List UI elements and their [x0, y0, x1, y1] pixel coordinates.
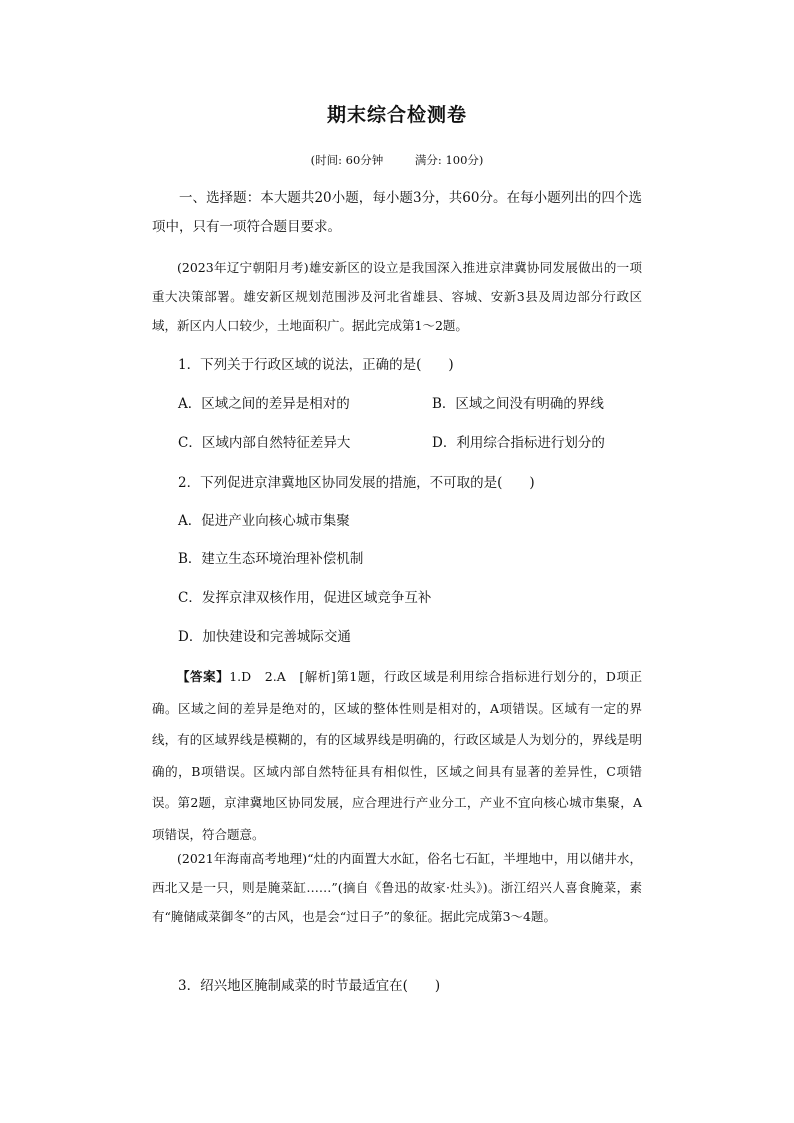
answer-body: [解析]第1题，行政区域是利用综合指标进行划分的，D项正确。区域之间的差异是绝对的，区域的整体性则是相对的，A项错误。区域有一定的界线，有的区域界线是模糊的，有的区域界线是明确的，行政区域是人为划分的，界线是明确的，B项错误。区域内部自然特征具有相似性，区域之间具有显著的差异性，C项错误。第2题，京津冀地区协同发展，应合理进行产业分工，产业不宜向核心城市集聚，A项错误，符合题意。 — [152, 669, 642, 842]
question-2-option-a: A．促进产业向核心城市集聚 — [178, 513, 350, 529]
question-2-option-b: B．建立生态环境治理补偿机制 — [178, 551, 364, 567]
answer-explanation — [152, 661, 642, 850]
answer-label: 【答案】 — [177, 669, 230, 684]
question-1-option-a: A．区域之间的差异是相对的 — [178, 396, 350, 412]
question-1-option-d: D．利用综合指标进行划分的 — [432, 435, 605, 451]
answer-keys: 1.D 2.A — [229, 669, 300, 684]
full-score: 满分: 100分) — [414, 153, 484, 167]
question-2-option-d: D．加快建设和完善城际交通 — [178, 629, 351, 645]
passage-1: (2023年辽宁朝阳月考)雄安新区的设立是我国深入推进京津冀协同发展做出的一项重大决策部署。雄安新区规划范围涉及河北省雄县、容城、安新3县及周边部分行政区域，新区内人口较少，土地面积广。据此完成第1～2题。 — [152, 260, 642, 333]
question-1-option-b: B．区域之间没有明确的界线 — [432, 396, 604, 412]
page-title: 期末综合检测卷 — [326, 104, 467, 126]
question-1-option-c: C．区域内部自然特征差异大 — [178, 435, 351, 451]
question-1-stem: 1．下列关于行政区域的说法，正确的是( ) — [178, 357, 454, 373]
time-limit: (时间: 60分钟 — [310, 153, 384, 167]
section-instructions: 一、选择题：本大题共20小题，每小题3分，共60分。在每小题列出的四个选项中，只有一项符合题目要求。 — [152, 190, 642, 235]
question-3-stem: 3．绍兴地区腌制咸菜的时节最适宜在( ) — [178, 978, 441, 994]
question-2-option-c: C．发挥京津双核作用，促进区域竞争互补 — [178, 590, 432, 606]
passage-2: (2021年海南高考地理)“灶的内面置大水缸，俗名七石缸，半埋地中，用以储井水，西北又是一只，则是腌菜缸……”(摘自《鲁迅的故家·灶头》)。浙江绍兴人喜食腌菜，素有“腌储咸菜御冬”的古风，也是会“过日子”的象征。据此完成第3～4题。 — [152, 851, 642, 924]
question-2-stem: 2．下列促进京津冀地区协同发展的措施，不可取的是( ) — [178, 475, 535, 491]
exam-meta — [0, 152, 794, 168]
